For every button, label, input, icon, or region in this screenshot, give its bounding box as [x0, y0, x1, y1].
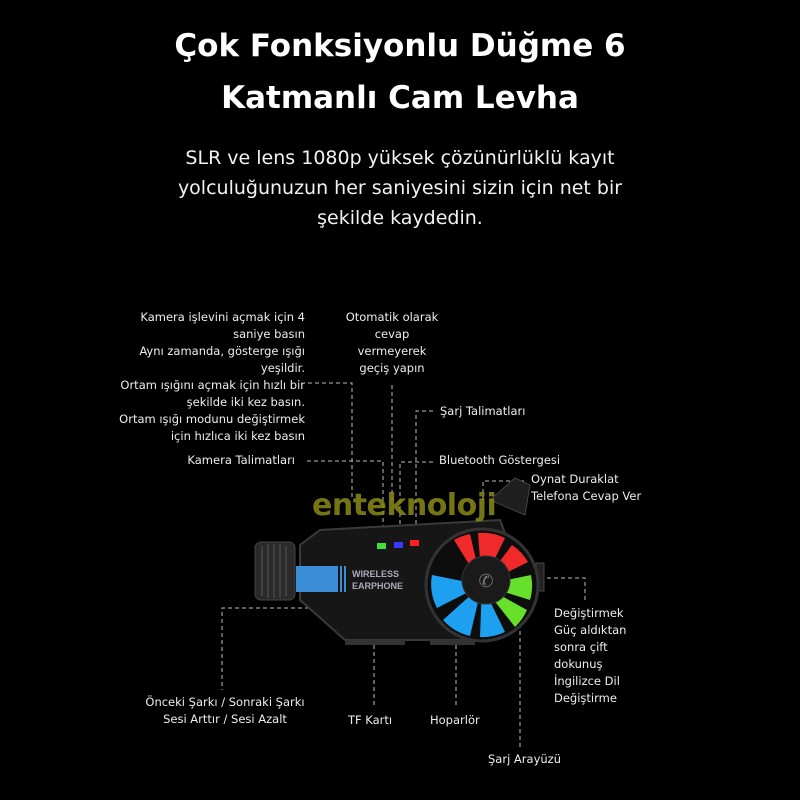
label-line: Değiştirme: [554, 691, 617, 705]
label-line: Kamera işlevini açmak için 4: [140, 310, 305, 324]
label-line: Telefona Cevap Ver: [531, 489, 642, 503]
title-line: Çok Fonksiyonlu Düğme 6: [174, 28, 626, 64]
label-speaker: Hoparlör: [430, 713, 480, 727]
led-red: [410, 540, 419, 546]
label-line: vermeyerek: [357, 344, 427, 358]
label-line: için hızlıca iki kez basın: [170, 429, 305, 443]
led-green: [377, 543, 386, 549]
label-line: Ortam ışığını açmak için hızlı bir: [120, 378, 305, 392]
label-line: Sesi Arttır / Sesi Azalt: [163, 712, 287, 726]
label-charge-instructions: Şarj Talimatları: [440, 404, 526, 418]
label-line: Aynı zamanda, gösterge ışığı: [139, 344, 305, 358]
label-charge-port: Şarj Arayüzü: [488, 752, 561, 766]
label-prev-next: [130, 694, 320, 728]
label-camera-instructions: Kamera Talimatları: [187, 453, 295, 467]
label-line: geçiş yapın: [359, 361, 425, 375]
description-line: SLR ve lens 1080p yüksek çözünürlüklü kayıt: [185, 147, 615, 169]
label-line: yeşildir.: [260, 361, 305, 375]
label-bluetooth-indicator: Bluetooth Göstergesi: [439, 453, 561, 467]
label-line: İngilizce Dil: [554, 674, 620, 688]
label-switch: [554, 605, 626, 707]
label-line: Oynat Duraklat: [531, 472, 619, 486]
label-line: dokunuş: [554, 657, 603, 671]
device-label: EARPHONE: [352, 581, 404, 591]
description-line: yolculuğunuzun her saniyesini sizin için net bir: [177, 177, 623, 199]
description-line: şekilde kaydedin.: [317, 207, 483, 229]
label-play-pause: [531, 471, 641, 505]
label-line: Ortam ışığı modunu değiştirmek: [119, 412, 305, 426]
device-label: WIRELESS: [352, 569, 400, 579]
label-line: sonra çift: [554, 640, 608, 654]
label-line: cevap: [374, 327, 410, 341]
label-line: Değiştirmek: [554, 606, 624, 620]
label-auto-answer: [332, 309, 452, 377]
label-line: saniye basın: [233, 327, 305, 341]
label-camera-button: [119, 309, 305, 445]
label-line: Güç aldıktan: [554, 623, 627, 637]
watermark: enteknoloji: [312, 488, 497, 523]
title-line: Katmanlı Cam Levha: [221, 80, 579, 116]
label-line: şekilde iki kez basın.: [186, 395, 305, 409]
led-blue: [394, 542, 403, 548]
label-line: Otomatik olarak: [345, 310, 439, 324]
phone-icon: ✆: [478, 571, 494, 592]
label-line: Önceki Şarkı / Sonraki Şarkı: [145, 695, 305, 709]
label-tf-card: TF Kartı: [348, 713, 393, 727]
